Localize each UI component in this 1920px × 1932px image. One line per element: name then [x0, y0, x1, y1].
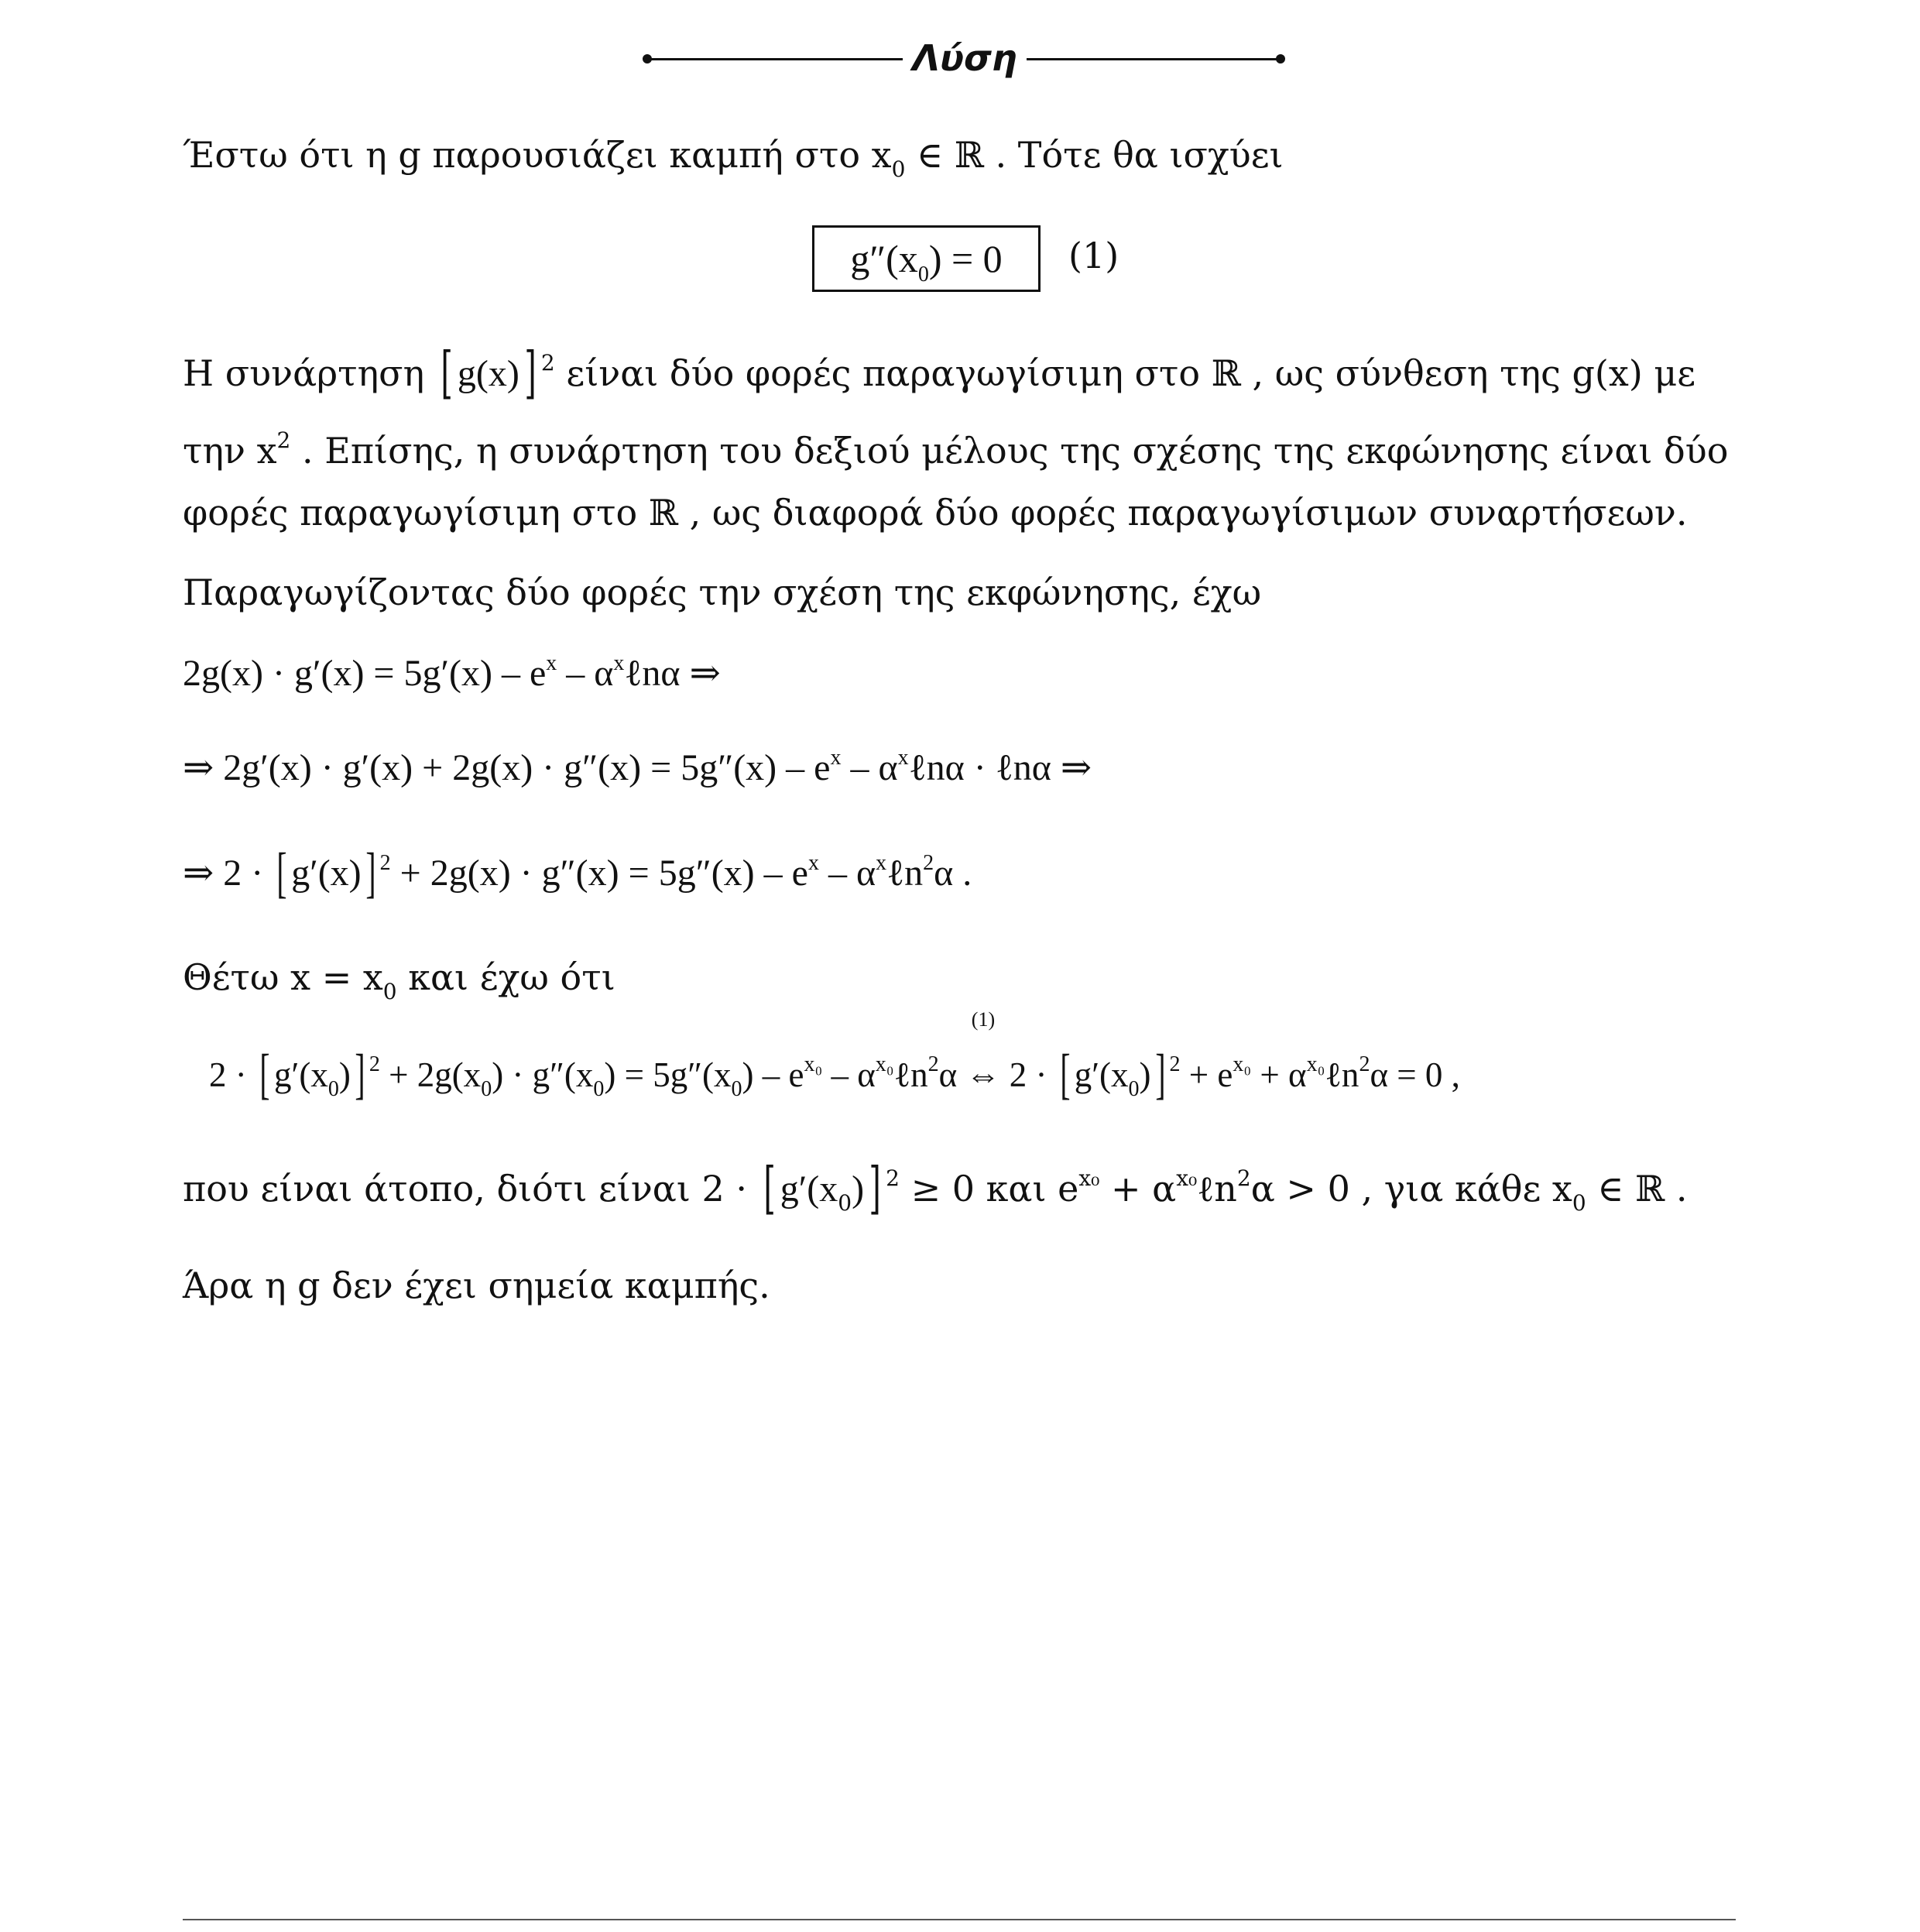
math: ℓn: [886, 853, 924, 894]
math: ℓnα · ℓnα ⇒: [908, 747, 1092, 788]
math: ⇒ 2g′(x) · g′(x) + 2g(x) · g″(x) = 5g″(x) – e: [183, 747, 831, 788]
header-rule-left: [647, 58, 903, 60]
bracket-left: [: [441, 340, 453, 405]
math: ) = 5g″(x: [604, 1055, 732, 1094]
superscript: 2: [276, 427, 291, 453]
long-equation: [209, 1008, 1460, 1105]
math: + 2g(x) · g″(x) = 5g″(x) – e: [390, 853, 808, 894]
intro-line: [183, 132, 1284, 182]
superscript: x₀: [804, 1052, 823, 1076]
intro-text-end: ∈ ℝ . Τότε θα ισχύει: [905, 134, 1284, 176]
math: – α: [557, 653, 614, 694]
superscript: x: [613, 651, 625, 675]
bracket-right: ]: [355, 1043, 365, 1105]
math: ⇒ 2 ·: [183, 853, 273, 894]
paragraph-line-1: [183, 340, 1696, 405]
math: ): [852, 1168, 865, 1210]
superscript: 2: [923, 851, 934, 875]
bracket-left: [: [276, 842, 287, 904]
text: . Επίσης, η συνάρτηση του δεξιού μέλους της σχέσης της εκφώνησης είναι δύο: [290, 430, 1729, 472]
math: ℓn: [893, 1055, 928, 1094]
conclusion-line: Άρα η g δεν έχει σημεία καμπής.: [183, 1265, 770, 1306]
section-header: [0, 31, 1920, 85]
superscript: x: [807, 851, 819, 875]
math: g′(x): [291, 853, 362, 894]
math: + α: [1251, 1055, 1307, 1094]
math: ℓnα ⇒: [624, 653, 721, 694]
bracket-right: ]: [365, 842, 376, 904]
text: ℓn: [1197, 1168, 1237, 1210]
header-rule-right: [1027, 58, 1282, 60]
derivation-eq-3: [183, 842, 972, 904]
derivation-eq-1: [183, 650, 721, 697]
text: είναι δύο φορές παραγωγίσιμη στο ℝ , ως σύνθεση της g(x) με: [554, 352, 1696, 394]
arrow-symbol: ⇔: [965, 1055, 1001, 1094]
math: g′(x: [1074, 1055, 1129, 1094]
superscript: 2: [540, 350, 555, 376]
text: + α: [1099, 1168, 1177, 1210]
section-title: Λύση: [912, 37, 1017, 79]
superscript: x₀: [1176, 1165, 1198, 1191]
bracket-left: [: [1060, 1043, 1071, 1105]
equivalence-arrow: [965, 1008, 1001, 1098]
bracket-right: ]: [1154, 1043, 1166, 1105]
intro-text: Έστω ότι η g παρουσιάζει καμπή στο x: [183, 134, 892, 176]
superscript: 2: [886, 1165, 900, 1191]
subscript: 0: [838, 1190, 852, 1216]
text: και έχω ότι: [396, 956, 615, 998]
math: ℓn: [1325, 1055, 1359, 1094]
math: g′(x: [273, 1055, 328, 1094]
text: ≥ 0 και e: [899, 1168, 1079, 1210]
arrow-label: (1): [971, 1008, 996, 1031]
subscript: 0: [382, 979, 397, 1004]
math: 2g(x) · g′(x) = 5g′(x) – e: [183, 653, 547, 694]
paragraph-line-3: φορές παραγωγίσιμη στο ℝ , ως διαφορά δύο φορές παραγωγίσιμων συναρτήσεων.: [183, 492, 1688, 534]
math: α = 0 ,: [1370, 1055, 1460, 1094]
superscript: x: [830, 746, 842, 770]
superscript: x₀: [1078, 1165, 1100, 1191]
subscript: 0: [593, 1077, 605, 1101]
math: ) – e: [742, 1055, 804, 1094]
superscript: x: [876, 851, 887, 875]
superscript: 2: [927, 1052, 939, 1076]
math: ): [338, 1055, 351, 1094]
subscript: 0: [917, 263, 929, 287]
derivation-eq-2: [183, 745, 1092, 791]
text: Θέτω x = x: [183, 956, 383, 998]
math: α .: [934, 853, 972, 894]
header-dot-right: [1276, 54, 1285, 63]
contradiction-line: [183, 1155, 1688, 1220]
eq-part: ) = 0: [928, 237, 1003, 280]
text: ∈ ℝ .: [1586, 1168, 1688, 1210]
superscript: x₀: [1233, 1052, 1252, 1076]
math: – α: [841, 747, 898, 788]
text: Η συνάρτηση: [183, 352, 436, 394]
superscript: 2: [1169, 1052, 1181, 1076]
subscript: 0: [891, 156, 906, 182]
subscript: 0: [1572, 1190, 1586, 1216]
bracket-left: [: [259, 1043, 270, 1105]
bracket-right: ]: [524, 340, 537, 405]
math: α: [938, 1055, 966, 1094]
superscript: 2: [1236, 1165, 1251, 1191]
footer-rule: [183, 1919, 1736, 1920]
equation-label: (1): [1068, 235, 1119, 276]
math: g(x): [457, 353, 519, 394]
superscript: 2: [1359, 1052, 1370, 1076]
subscript: 0: [731, 1077, 742, 1101]
math: ) · g″(x: [492, 1055, 594, 1094]
superscript: x: [897, 746, 909, 770]
paragraph-line-2: [183, 427, 1728, 474]
bracket-left: [: [763, 1155, 776, 1220]
math: + 2g(x: [379, 1055, 482, 1094]
math: 2 ·: [209, 1055, 255, 1094]
subscript: 0: [1128, 1077, 1140, 1101]
eq-part: g″(x: [850, 237, 918, 280]
paragraph-line-4: Παραγωγίζοντας δύο φορές την σχέση της εκφώνησης, έχω: [183, 571, 1262, 613]
subscript: 0: [481, 1077, 492, 1101]
superscript: x: [546, 651, 557, 675]
math: + e: [1180, 1055, 1233, 1094]
superscript: 2: [379, 851, 391, 875]
text: α > 0 , για κάθε x: [1250, 1168, 1572, 1210]
substitution-line: [183, 954, 615, 1004]
superscript: x₀: [875, 1052, 894, 1076]
math: 2 ·: [1000, 1055, 1056, 1094]
boxed-equation: [812, 225, 1041, 292]
text: την x: [183, 430, 277, 472]
superscript: 2: [369, 1052, 380, 1076]
math: – α: [822, 1055, 876, 1094]
text: που είναι άτοπο, διότι είναι 2 ·: [183, 1168, 759, 1210]
math: ): [1139, 1055, 1151, 1094]
bracket-right: ]: [869, 1155, 881, 1220]
subscript: 0: [327, 1077, 339, 1101]
superscript: x₀: [1306, 1052, 1325, 1076]
math: – α: [818, 853, 876, 894]
math: g′(x: [780, 1168, 838, 1210]
